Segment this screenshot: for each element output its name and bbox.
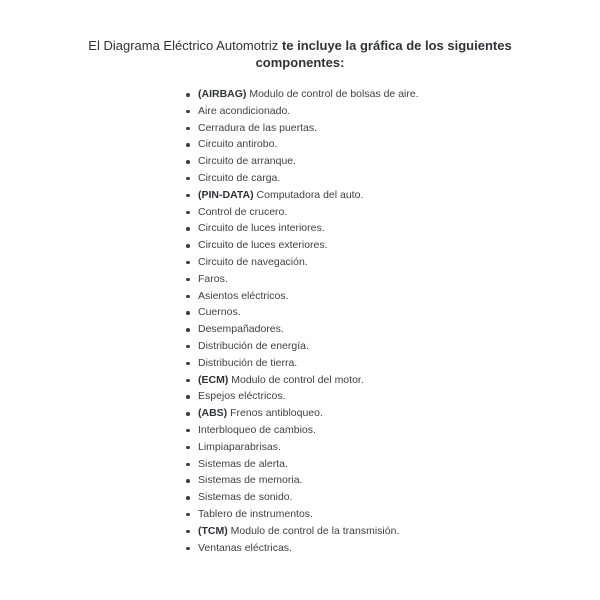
bullet-icon — [186, 194, 190, 198]
list-item — [185, 372, 585, 389]
component-description: Modulo de control de la transmisión. — [230, 524, 400, 537]
list-item — [185, 338, 585, 355]
component-description: Aire acondicionado. — [198, 104, 291, 117]
list-item — [185, 439, 585, 456]
bullet-icon — [186, 345, 190, 349]
component-description: Frenos antibloqueo. — [230, 407, 323, 420]
component-description: Asientos eléctricos. — [198, 289, 289, 302]
list-item — [185, 355, 585, 372]
list-item — [185, 304, 585, 321]
bullet-icon — [186, 278, 190, 282]
list-item — [185, 170, 585, 187]
bullet-icon — [186, 479, 190, 483]
bullet-icon — [186, 530, 190, 534]
component-description: Circuito de arranque. — [198, 155, 297, 168]
component-code: (ECM) — [198, 373, 229, 386]
component-description: Espejos eléctricos. — [198, 390, 286, 403]
page-heading — [0, 37, 600, 71]
components-list — [185, 86, 585, 556]
component-description: Circuito de luces interiores. — [198, 222, 325, 235]
list-item — [185, 237, 585, 254]
component-description: Control de crucero. — [198, 205, 288, 218]
component-description: Computadora del auto. — [256, 188, 364, 201]
bullet-icon — [186, 93, 190, 97]
component-description: Circuito de navegación. — [198, 255, 308, 268]
bullet-icon — [186, 496, 190, 500]
component-description: Distribución de tierra. — [198, 356, 298, 369]
list-item — [185, 271, 585, 288]
list-item — [185, 120, 585, 137]
bullet-icon — [186, 295, 190, 299]
list-item — [185, 153, 585, 170]
bullet-icon — [186, 395, 190, 399]
component-description: Distribución de energía. — [198, 339, 309, 352]
component-description: Sistemas de memoria. — [198, 474, 303, 487]
component-description: Cerradura de las puertas. — [198, 121, 318, 134]
bullet-icon — [186, 227, 190, 231]
list-item — [185, 540, 585, 557]
list-item — [185, 456, 585, 473]
list-item — [185, 472, 585, 489]
bullet-icon — [186, 177, 190, 181]
list-item — [185, 489, 585, 506]
heading-intro-text: El Diagrama Eléctrico Automotriz — [88, 38, 279, 53]
list-item — [185, 187, 585, 204]
component-description: Faros. — [198, 272, 228, 285]
bullet-icon — [186, 311, 190, 315]
component-description: Tablero de instrumentos. — [198, 507, 313, 520]
list-item — [185, 103, 585, 120]
component-description: Ventanas eléctricas. — [198, 541, 292, 554]
component-description: Circuito de luces exteriores. — [198, 239, 328, 252]
component-description: Circuito de carga. — [198, 171, 281, 184]
bullet-icon — [186, 379, 190, 383]
component-description: Cuernos. — [198, 306, 241, 319]
bullet-icon — [186, 463, 190, 467]
bullet-icon — [186, 547, 190, 551]
bullet-icon — [186, 261, 190, 265]
bullet-icon — [186, 160, 190, 164]
list-item — [185, 321, 585, 338]
component-description: Limpiaparabrisas. — [198, 440, 281, 453]
component-description: Modulo de control del motor. — [231, 373, 364, 386]
component-description: Sistemas de alerta. — [198, 457, 288, 470]
bullet-icon — [186, 110, 190, 114]
bullet-icon — [186, 362, 190, 366]
list-item — [185, 506, 585, 523]
component-description: Desempañadores. — [198, 323, 284, 336]
list-item — [185, 288, 585, 305]
bullet-icon — [186, 244, 190, 248]
list-item — [185, 388, 585, 405]
list-item — [185, 86, 585, 103]
component-description: Sistemas de sonido. — [198, 491, 293, 504]
component-description: Modulo de control de bolsas de aire. — [249, 88, 419, 100]
bullet-icon — [186, 328, 190, 332]
component-code: (TCM) — [198, 524, 228, 537]
list-item — [185, 405, 585, 422]
component-code: (PIN-DATA) — [198, 188, 254, 201]
bullet-icon — [186, 412, 190, 416]
list-item — [185, 136, 585, 153]
heading-bold-text-line2: componentes: — [255, 55, 345, 70]
list-item — [185, 254, 585, 271]
list-item — [185, 523, 585, 540]
component-description: Interbloqueo de cambios. — [198, 423, 316, 436]
component-description: Circuito antirobo. — [198, 138, 278, 151]
component-code: (ABS) — [198, 407, 228, 420]
heading-bold-text: te incluye la gráfica de los siguientes — [281, 38, 512, 53]
component-code: (AIRBAG) — [198, 88, 247, 100]
bullet-icon — [186, 143, 190, 147]
bullet-icon — [186, 127, 190, 131]
bullet-icon — [186, 211, 190, 215]
list-item — [185, 422, 585, 439]
bullet-icon — [186, 513, 190, 517]
list-item — [185, 220, 585, 237]
bullet-icon — [186, 429, 190, 433]
bullet-icon — [186, 446, 190, 450]
list-item — [185, 204, 585, 221]
